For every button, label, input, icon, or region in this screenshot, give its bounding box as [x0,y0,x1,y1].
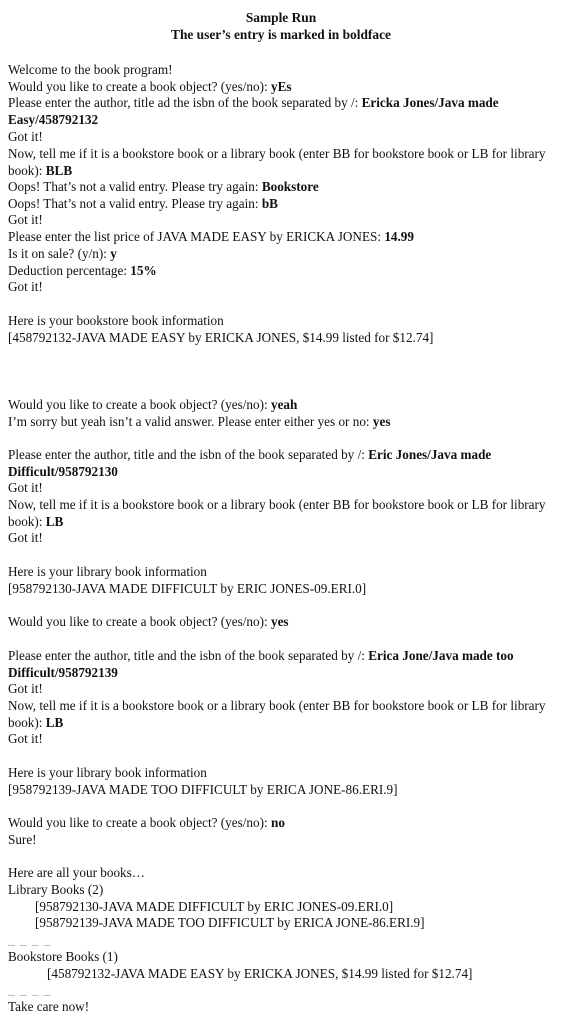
user-entry: bB [261,196,278,211]
user-entry: yeah [270,397,298,412]
prompt-text: Oops! That’s not a valid entry. Please try again: [8,179,262,194]
all-books-heading: Here are all your books… [8,865,145,880]
welcome-line: Welcome to the book program! [8,62,173,77]
user-entry: no [270,815,285,830]
prompt-text: Please enter the list price of JAVA MADE EASY by ERICKA JONES: [8,229,385,244]
library-book-item: [958792139-JAVA MADE TOO DIFFICULT by ERICA JONE-86.ERI.9] [35,915,425,930]
prompt-text: Deduction percentage: [8,263,131,278]
user-entry: Bookstore [261,179,319,194]
prompt-text: Would you like to create a book object? (yes/no): [8,79,271,94]
prompt-text: I’m sorry but yeah isn’t a valid answer. Please enter either yes or no: [8,414,373,429]
author-prompt-line [8,648,556,682]
user-entry: LB [45,513,64,529]
prompt-text: Is it on sale? (y/n): [8,246,111,261]
invalid-entry-line [8,196,278,213]
library-books-heading: Library Books (2) [8,882,104,897]
prompt-text: Now, tell me if it is a bookstore book or a library book (enter BB for bookstore book or LB for library book): [8,146,546,178]
invalid-answer-line [8,414,390,431]
user-entry: Eric Jones/Java made Difficult/958792130 [8,447,492,479]
library-info-heading: Here is your library book information [8,564,207,579]
create-prompt-line [8,815,285,832]
invalid-entry-line [8,179,319,196]
prompt-text: Would you like to create a book object? (yes/no): [8,614,271,629]
user-entry: 14.99 [384,229,414,244]
user-entry: BLB [45,162,73,178]
got-it-line: Got it! [8,212,43,227]
deduction-prompt-line [8,263,157,280]
prompt-text: Please enter the author, title and the isbn of the book separated by /: [8,447,369,462]
got-it-line: Got it! [8,279,43,294]
user-entry: yes [270,614,289,629]
bookstore-books-heading: Bookstore Books (1) [8,949,118,964]
user-entry: 15% [130,263,157,278]
create-prompt-line [8,79,292,96]
sure-line: Sure! [8,832,37,847]
document-title: Sample Run [245,10,317,25]
prompt-text: Oops! That’s not a valid entry. Please try again: [8,196,262,211]
got-it-line: Got it! [8,731,43,746]
sale-prompt-line [8,246,117,263]
prompt-text: Now, tell me if it is a bookstore book or a library book (enter BB for bookstore book or LB for library book): [8,497,546,529]
got-it-line: Got it! [8,530,43,545]
library-book-item: [958792130-JAVA MADE DIFFICULT by ERIC JONES-09.ERI.0] [35,899,394,914]
author-prompt-line [8,95,556,129]
user-entry: LB [45,714,64,730]
bookstore-book-item: [458792132-JAVA MADE EASY by ERICKA JONES, $14.99 listed for $12.74] [47,966,473,981]
separator: _ _ _ _ [8,932,52,947]
prompt-text: Now, tell me if it is a bookstore book or a library book (enter BB for bookstore book or LB for library book): [8,698,546,730]
prompt-text: Would you like to create a book object? (yes/no): [8,815,271,830]
user-entry: Ericka Jones/Java made Easy/458792132 [8,95,499,127]
got-it-line: Got it! [8,681,43,696]
user-entry: yEs [270,79,292,94]
user-entry: yes [372,414,391,429]
author-prompt-line [8,447,556,481]
create-prompt-line [8,614,289,631]
bookstore-info-line: [458792132-JAVA MADE EASY by ERICKA JONES, $14.99 listed for $12.74] [8,330,434,345]
bookstore-info-heading: Here is your bookstore book information [8,313,224,328]
take-care-line: Take care now! [8,999,90,1014]
library-info-line: [958792130-JAVA MADE DIFFICULT by ERIC JONES-09.ERI.0] [8,581,367,596]
user-entry: Erica Jone/Java made too Difficult/958792139 [8,648,514,680]
user-entry: y [110,246,117,261]
got-it-line: Got it! [8,129,43,144]
create-prompt-line [8,397,297,414]
type-prompt-line [8,698,556,732]
price-prompt-line [8,229,414,246]
prompt-text: Please enter the author, title ad the isbn of the book separated by /: [8,95,362,110]
type-prompt-line [8,497,556,531]
separator: _ _ _ _ [8,982,52,997]
type-prompt-line [8,146,556,180]
got-it-line: Got it! [8,480,43,495]
document-subtitle: The user’s entry is marked in boldface [171,27,391,42]
prompt-text: Would you like to create a book object? (yes/no): [8,397,271,412]
library-info-heading: Here is your library book information [8,765,207,780]
library-info-line: [958792139-JAVA MADE TOO DIFFICULT by ERICA JONE-86.ERI.9] [8,782,398,797]
prompt-text: Please enter the author, title and the isbn of the book separated by /: [8,648,369,663]
